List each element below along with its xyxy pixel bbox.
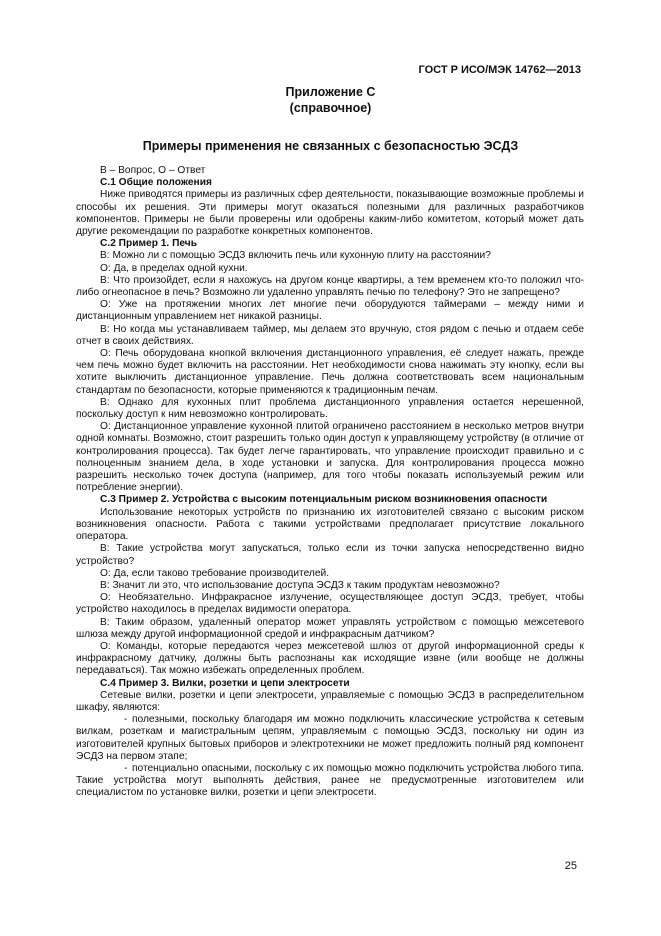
- paragraph: [76, 543, 584, 567]
- paragraph-text: В: Но когда мы устанавливаем таймер, мы делаем это вручную, стоя рядом с печью и отдаем себе отчет в своих действиях.: [76, 323, 584, 347]
- paragraph: [76, 592, 584, 616]
- paragraph-text: О: Уже на протяжении многих лет многие печи оборудуются таймерами – между ними и дистанционным управлением нет никакой разницы.: [76, 299, 584, 323]
- paragraph: [76, 580, 584, 592]
- appendix-title: Приложение С: [285, 85, 376, 99]
- paragraph: [76, 397, 584, 421]
- paragraph-text: В: Можно ли с помощью ЭСДЗ включить печь или кухонную плиту на расстоянии?: [100, 250, 491, 262]
- paragraph: [76, 641, 584, 678]
- paragraph-text: С.1 Общие положения: [100, 177, 212, 189]
- body-text: [76, 165, 584, 800]
- list-item: [76, 763, 584, 800]
- paragraph: [76, 189, 584, 238]
- paragraph: [76, 690, 584, 714]
- section-heading: [76, 678, 584, 690]
- paragraph-text: Ниже приводятся примеры из различных сфер деятельности, показывающие возможные проблемы и способы их решения. Эти примеры могут оказаться полезными для различных разработчиков компонентов. Примеры не были проверены или одобрены каким-либо комитетом, который может дать другие рекомендации по разработке конкретных компонентов.: [76, 189, 584, 238]
- paragraph: [76, 421, 584, 494]
- paragraph: [76, 617, 584, 641]
- appendix-heading: [0, 84, 661, 116]
- paragraph-text: О: Команды, которые передаются через межсетевой шлюз от другой информационной среды к инфракрасному датчику, должны быть распознаны как исходящие извне (или вообще не должны передаваться). Так можно избежать определенных проблем.: [76, 640, 584, 677]
- paragraph-text: В: Однако для кухонных плит проблема дистанционного управления остается нерешенной, поскольку доступ к ним невозможно контролировать.: [76, 396, 584, 421]
- paragraph-text: В – Вопрос, О – Ответ: [100, 165, 206, 176]
- paragraph-text: С.4 Пример 3. Вилки, розетки и цепи электросети: [100, 677, 350, 689]
- main-title: Примеры применения не связанных с безопасностью ЭСДЗ: [142, 139, 519, 153]
- paragraph-text: В: Такие устройства могут запускаться, только если из точки запуска непосредственно видно устройство?: [76, 543, 584, 567]
- paragraph: [76, 568, 584, 580]
- paragraph-text: Использование некоторых устройств по признанию их изготовителей связано с высоким риском возникновения опасности. Работа с такими устройствами предполагает присутствие локального оператора.: [76, 506, 584, 543]
- paragraph: [76, 299, 584, 323]
- paragraph-text: С.2 Пример 1. Печь: [100, 238, 197, 250]
- paragraph: [76, 275, 584, 299]
- appendix-subtitle: (справочное): [289, 101, 372, 115]
- paragraph: [76, 324, 584, 348]
- paragraph-text: С.3 Пример 2. Устройства с высоким потенциальным риском возникновения опасности: [100, 494, 548, 506]
- paragraph-text: В: Значит ли это, что использование доступа ЭСДЗ к таким продуктам невозможно?: [100, 579, 500, 591]
- paragraph: [76, 250, 584, 262]
- section-heading: [76, 494, 584, 506]
- paragraph-text: О: Необязательно. Инфракрасное излучение, осуществляющее доступ ЭСДЗ, требует, чтобы устройство находилось в пределах видимости оператора.: [76, 592, 584, 616]
- paragraph-text: О: Дистанционное управление кухонной плитой ограничено расстоянием в несколько метров внутри одной комнаты. Возможно, стоит разрешить только один доступ к управляющему устройству (в отличие от контролирования процесса). Так будет легче гарантировать, что управление происходит правильно и с полноценным знанием дела, в ходе установки и запуска. Для контролирования процесса можно разрешить несколько точек доступа (например, для того чтобы показать используемый режим или потребление энергии).: [76, 421, 584, 494]
- paragraph-text: потенциально опасными, поскольку с их помощью можно подключить устройства любого типа. Такие устройства могут выполнять действия, ранее не предусмотренные изготовителем или специалистом по установке вилки, розетки и цепи электросети.: [76, 762, 584, 799]
- section-heading: [76, 177, 584, 189]
- list-dash: -: [124, 714, 128, 726]
- document-code: ГОСТ Р ИСО/МЭК 14762—2013: [418, 64, 581, 76]
- paragraph: [76, 263, 584, 275]
- list-dash: -: [124, 762, 128, 774]
- list-item: [76, 714, 584, 763]
- paragraph: [76, 507, 584, 544]
- paragraph: [76, 348, 584, 397]
- paragraph-text: В: Что произойдет, если я нахожусь на другом конце квартиры, а тем временем кто-то положил что-либо огнеопасное в печь? Возможно ли удаленно управлять печью по телефону? Это не запрещено?: [76, 274, 584, 299]
- page-number: 25: [564, 860, 577, 872]
- paragraph-text: полезными, поскольку благодаря им можно подключить классические устройства к сетевым вилкам, розеткам и магистральным цепям, управляемым с помощью ЭСДЗ, поскольку ни один из изготовителей крупных бытовых приборов и электротехники не может предложить полный ряд компонент ЭСДЗ на первом этапе;: [76, 714, 584, 762]
- paragraph: [76, 165, 584, 177]
- paragraph-text: В: Таким образом, удаленный оператор может управлять устройством с помощью межсетевого шлюза между другой информационной средой и инфракрасным датчиком?: [76, 616, 584, 640]
- paragraph-text: О: Да, если таково требование производителей.: [100, 567, 330, 579]
- section-heading: [76, 238, 584, 250]
- paragraph-text: О: Да, в пределах одной кухни.: [100, 262, 248, 274]
- paragraph-text: О: Печь оборудована кнопкой включения дистанционного управления, её следует нажать, прежде чем печь можно будет включить на расстоянии. Нет необходимости снова нажимать эту кнопку, если вы хотите выключить дистанционное управление. Печь должна соответствовать всем национальным стандартам по безопасности, которые применяются к традиционным печам.: [76, 348, 584, 396]
- paragraph-text: Сетевые вилки, розетки и цепи электросети, управляемые с помощью ЭСДЗ в распределительном шкафу, являются:: [76, 689, 584, 713]
